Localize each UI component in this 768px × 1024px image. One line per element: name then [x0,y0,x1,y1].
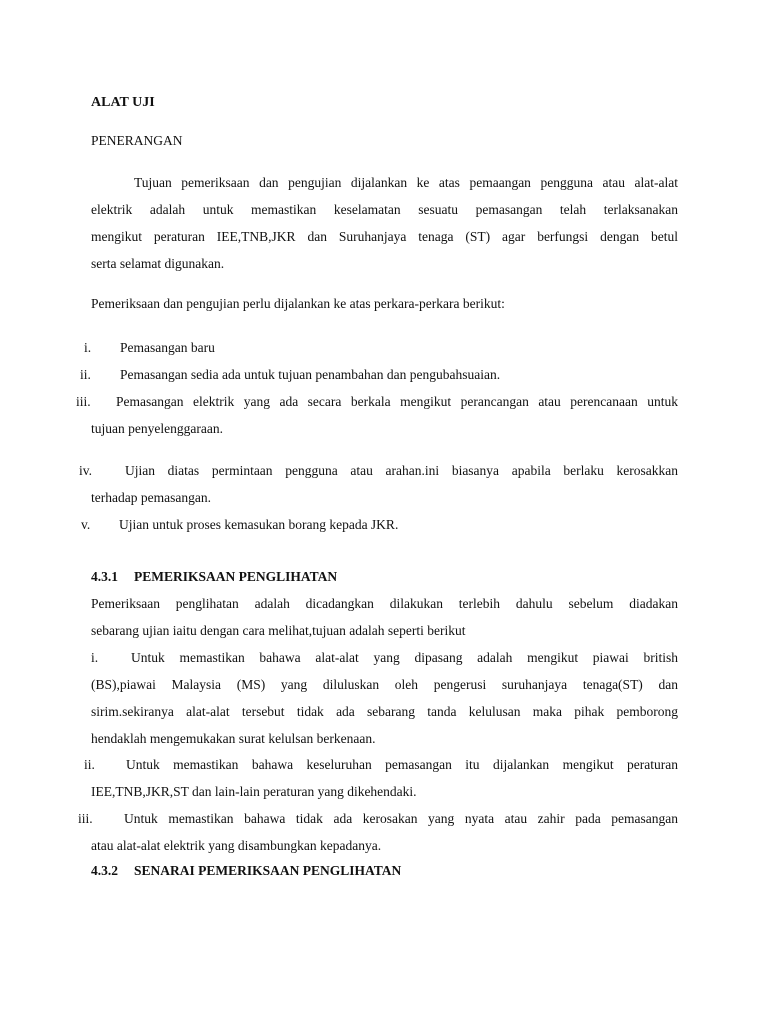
list-item-text: Pemasangan sedia ada untuk tujuan penambahan dan pengubahsuaian. [120,367,501,382]
list-item-text: Pemasangan baru [120,340,215,355]
list-number: i. [84,340,92,355]
list-item-text: Ujian untuk proses kemasukan borang kepada JKR. [119,517,399,532]
sub-list-text: sirim.sekiranya alat-alat tersebut tidak ada sebarang tanda kelulusan maka pihak pemborong [91,704,678,719]
sub-list-number: iii. [78,811,93,826]
list-item-continuation: tujuan penyelenggaraan. [91,421,223,436]
list-number: v. [81,517,91,532]
section-title: SENARAI PEMERIKSAAN PENGLIHATAN [134,863,402,878]
list-number: ii. [80,367,91,382]
list-number: iii. [76,394,91,409]
section-number: 4.3.1 [91,569,118,584]
intro-line-3: mengikut peraturan IEE,TNB,JKR dan Suruhanjaya tenaga (ST) agar berfungsi dengan betul [91,229,678,244]
section-paragraph-line: sebarang ujian iaitu dengan cara melihat,tujuan adalah seperti berikut [91,623,466,638]
sub-list-number: i. [91,650,99,665]
sub-list-text: Untuk memastikan bahawa keseluruhan pemasangan itu dijalankan mengikut peraturan [126,757,678,772]
sub-list-text: atau alat-alat elektrik yang disambungkan kepadanya. [91,838,382,853]
section-title: PEMERIKSAAN PENGLIHATAN [134,569,338,584]
intro-line-2: elektrik adalah untuk memastikan keselamatan sesuatu pemasangan telah terlaksanakan [91,202,678,217]
intro-line-4: serta selamat digunakan. [91,256,225,271]
sub-list-text: Untuk memastikan bahawa alat-alat yang dipasang adalah mengikut piawai british [131,650,678,665]
section-paragraph-line: Pemeriksaan penglihatan adalah dicadangkan dilakukan terlebih dahulu sebelum diadakan [91,596,678,611]
sub-list-number: ii. [84,757,95,772]
list-item-text: Ujian diatas permintaan pengguna atau arahan.ini biasanya apabila berlaku kerosakkan [125,463,678,478]
section-number: 4.3.2 [91,863,118,878]
list-item-text: Pemasangan elektrik yang ada secara berkala mengikut perancangan atau perencanaan untuk [116,394,678,409]
section-heading-4-3-2 [91,864,401,878]
list-intro: Pemeriksaan dan pengujian perlu dijalankan ke atas perkara-perkara berikut: [91,296,505,311]
sub-list-text: hendaklah mengemukakan surat kelulsan berkenaan. [91,731,376,746]
sub-list-text: Untuk memastikan bahawa tidak ada kerosakan yang nyata atau zahir pada pemasangan [124,811,678,826]
intro-line-1: Tujuan pemeriksaan dan pengujian dijalankan ke atas pemaangan pengguna atau alat-alat [134,175,678,190]
section-heading-4-3-1 [91,570,337,584]
list-number: iv. [79,463,92,478]
sub-list-text: (BS),piawai Malaysia (MS) yang diluluskan oleh pengerusi suruhanjaya tenaga(ST) dan [91,677,678,692]
page-title: ALAT UJI [91,95,155,110]
sub-list-text: IEE,TNB,JKR,ST dan lain-lain peraturan yang dikehendaki. [91,784,417,799]
page-subtitle: PENERANGAN [91,133,183,148]
list-item-continuation: terhadap pemasangan. [91,490,211,505]
